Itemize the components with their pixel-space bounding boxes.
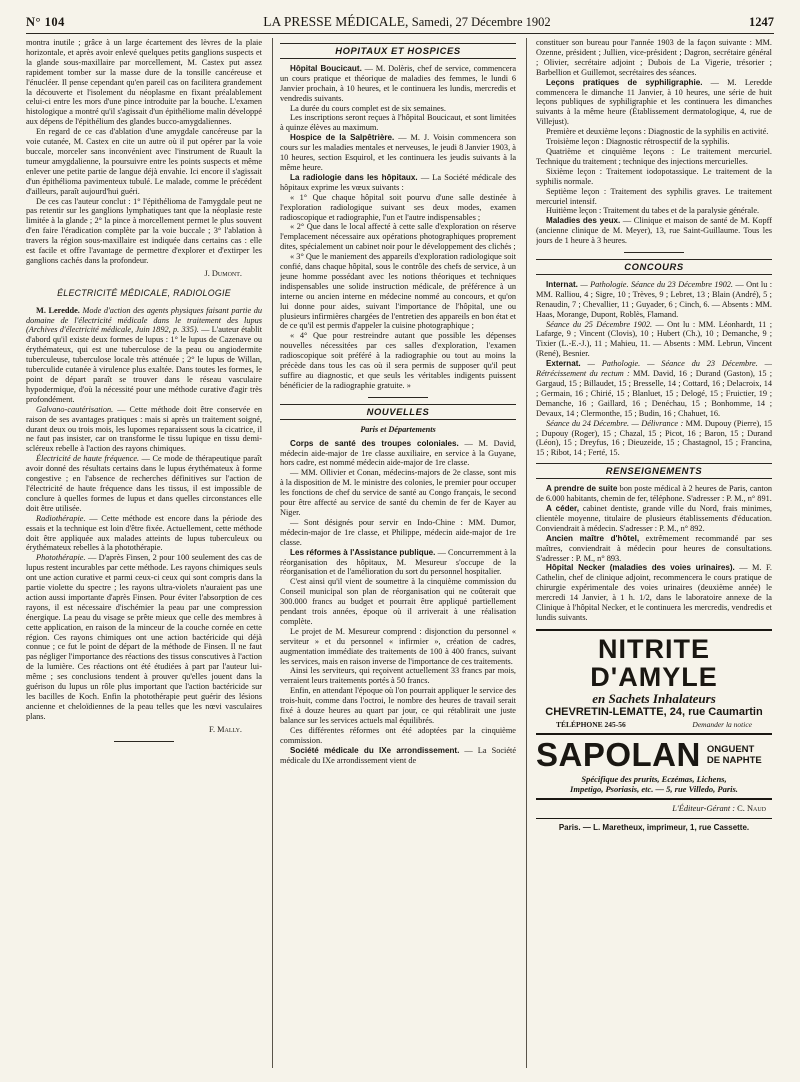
item-heading: Hôpital Necker (maladies des voies urinaires). xyxy=(546,563,735,573)
vote-item: « 1° Que chaque hôpital soit pourvu d'une salle destinée à l'exploration radiologique suivant ses deux modes, examen radioscopique et radiographie, l'un et l'autre indispensables ; xyxy=(280,192,516,222)
news-item: constituer son bureau pour l'année 1903 de la façon suivante : MM. Ozenne, président ; Jullien, vice-président ; Dagron, secrétaire général ; Olivier, secrétaire adjoint ; Dubois de La Vigerie, trésorier ; Barbellion et Guillemot, secrétaires des séances. xyxy=(536,38,772,77)
news-item: Ainsi les serviteurs, qui reçoivent actuellement 33 francs par mois, verraient leurs traitements portés à 50 francs. xyxy=(280,666,516,686)
sapolan-logo: SAPOLAN xyxy=(536,735,701,773)
news-item xyxy=(536,216,772,246)
concours-item xyxy=(536,280,772,320)
article-paragraph xyxy=(26,553,262,721)
item-text: — Concurremment à la réorganisation des hôpitaux, M. Mesureur s'occupe de la réorganisation et de l'amélioration du sort du personnel hospitalier. xyxy=(280,547,516,577)
item-text: — Ont lu : MM. Ralliou, 4 ; Sigre, 10 ; Trèves, 9 ; Lebret, 13 ; Blain (André), 5 ; Renaudin, 7 ; Chevallier, 11 ; Guyader, 6 ; Cinch, 6. — Absents : MM. Haas, Morange, Dupont, Roblès, Flamand. xyxy=(536,279,772,319)
item-heading: A prendre de suite xyxy=(546,484,618,494)
column-divider xyxy=(272,38,273,1068)
item-text: extrêmement recommandé par ses maîtres, conviendrait à médecin pour heures de consultations. S'adresser : P. M., n° 893. xyxy=(536,533,772,563)
article-paragraph xyxy=(26,405,262,455)
sapolan-line: Spécifique des prurits, Eczémas, Lichens, xyxy=(581,773,727,784)
lesson-item: Troisième leçon : Diagnostic rétrospectif de la syphilis. xyxy=(546,137,730,147)
item-subject: — Pathologie. xyxy=(587,359,641,369)
item-heading: Maladies des yeux. xyxy=(546,216,621,226)
concours-item xyxy=(536,320,772,360)
news-item: — Sont désignés pour servir en Indo-Chine : MM. Dumor, médecin-major de 1re classe, et Philippe, médecin aide-major de 1re classe. xyxy=(280,517,516,547)
news-item: La durée du cours complet est de six semaines. xyxy=(290,103,446,113)
article-paragraph: En regard de ce cas d'ablation d'une amygdale cancéreuse par la voie cutanée, M. Castex en cite un autre où il put opérer par la voie buccale, morceler sans inconvénient avec l'instrument de Ruault la tumeur amygdalienne, la poursuivre entre les points suspects et même enlever une petite partie de langue déjà envahie. Ici encore il s'agissait d'un épithélioma pavimenteux tubulé. Le malade, comme le précédent d'ailleurs, paraît aujourd'hui guéri. xyxy=(26,127,262,196)
item-heading: Externat. xyxy=(546,359,581,369)
item-heading: Hospice de la Salpêtrière. xyxy=(290,133,395,143)
section-title-nouvelles: NOUVELLES xyxy=(280,404,516,420)
sapolan-tagline xyxy=(707,744,762,766)
lesson-item: Première et deuxième leçons : Diagnostic de la syphilis en activité. xyxy=(546,127,769,137)
lesson-item: Quatrième et cinquième leçons : Le traitement mercuriel. Technique du traitement ; technique des injections mercurielles. xyxy=(536,146,772,166)
issue-number: N° 104 xyxy=(26,15,65,29)
vote-item: « 2° Que dans le local affecté à cette salle d'exploration on réserve l'emplacement nécessaire aux opérations photographiques proprement dites, spécialement un cabinet noir pour le développement des clichés ; xyxy=(280,222,516,252)
news-item xyxy=(280,746,516,766)
journal-title: LA PRESSE MÉDICALE, xyxy=(263,14,409,29)
item-heading: La radiologie dans les hôpitaux. xyxy=(290,172,418,182)
item-text: — Clinique et maison de santé de M. Kopff (ancienne clinique de M. Meyer), 13, rue Saint-Guillaume. Tous les jours de 1 heure à 3 heures. xyxy=(536,216,772,246)
article-text: — Cette méthode est encore dans la période des essais et la technique est loin d'être fixée. Actuellement, cette méthode doit être appliquée aux malades atteints de lupus tuberculeux ou érythémateux rebelles à la photothérapie. xyxy=(26,513,262,553)
sapolan-description xyxy=(536,774,772,800)
section-title-electricite: ÉLECTRICITÉ MÉDICALE, RADIOLOGIE xyxy=(57,287,231,298)
ad-contact xyxy=(536,719,772,735)
lesson-item: Huitième leçon : Traitement du tabes et de la paralysie générale. xyxy=(546,206,760,216)
classified-item xyxy=(536,563,772,622)
publisher-label: L'Éditeur-Gérant : xyxy=(672,803,736,813)
concours-item xyxy=(536,419,772,459)
session-date: Séance du 24 Décembre. — Délivrance : xyxy=(546,418,684,428)
newspaper-page xyxy=(26,8,774,1074)
item-text: MM. David, 16 ; Durand (Gaston), 15 ; Gargaud, 15 ; Billaudet, 15 ; Bresselle, 14 ; Cottard, 16 ; Delacroix, 14 ; Germain, 16 ; Chirié, 15 ; Blanluet, 15 ; Delogé, 15 ; Fruictier, 19 ; Demanche, 16 ; Gaillard, 16 ; Denéchau, 15 ; Bonhomme, 14 ; Devaux, 14 ; Clermonthe, 15 ; Budin, 16 ; Chahuet, 16. xyxy=(536,369,772,418)
classified-item xyxy=(536,534,772,564)
item-heading: A céder, xyxy=(546,503,579,513)
news-item xyxy=(280,64,516,104)
classified-item xyxy=(536,504,772,534)
ad-address: CHEVRETIN-LEMATTE, 24, rue Caumartin xyxy=(545,705,763,718)
news-item: C'est ainsi qu'il vient de soumettre à la cinquième commission du Conseil municipal son plan de réorganisation qui ne coûterait que 300.000 francs au budget et pourrait être appliqué partiellement pendant trois années, époque où il arriverait à une réalisation complète. xyxy=(280,577,516,626)
item-text: cabinet dentiste, grande ville du Nord, frais minimes, clientèle moyenne, titulaire de plusieurs établissements d'éducation. Conviendrait à médecin. S'adresser : P. M., n° 892. xyxy=(536,503,772,533)
item-heading: Leçons pratiques de syphiligraphie. xyxy=(546,77,703,87)
item-text: — La Société médicale du IXe arrondissement vient de xyxy=(280,745,516,765)
section-title-renseignements: RENSEIGNEMENTS xyxy=(536,463,772,479)
advertisement-nitrite xyxy=(536,629,772,735)
session-date: Séance du 23 Décembre 1902. xyxy=(630,279,734,289)
term: Galvano-cautérisation. xyxy=(36,404,114,414)
ad-subtitle: en Sachets Inhalateurs xyxy=(592,690,716,706)
vote-item: « 3° Que le maniement des appareils d'exploration radiologique soit confié, dans chaque hôpital, sous le contrôle des chefs de service, à un jeune homme possédant avec les notions théoriques et techniques indispensables une solide instruction médicale, de préférence à un interne ou ancien interne en médecine nommé au concours, et qu'on lui donne pour aides, suivant l'importance de l'hôpital, une ou plusieurs infirmières chargées de l'entretien des appareils en bon état et de ce qu'il est permis d'appeler la cuisine photographique ; xyxy=(280,252,516,331)
item-text: — M. F. Cathelin, chef de clinique adjoint, recommencera le cours pratique de chirurgie expérimentale des voies urinaires (deuxième année) le mercredi 14 Janvier, à 1 h. 1/2, dans le laboratoire annexe de la Clinique à l'hôpital Necker, et le continuera les mercredis, vendredis et lundis suivants. xyxy=(536,563,772,622)
item-subject: — Pathologie. xyxy=(580,279,629,289)
news-item: — MM. Ollivier et Conan, médecins-majors de 2e classe, sont mis à la disposition de M. le ministre des colonies, le premier pour occuper les fonctions de chef du service de santé au Congo français, le second pour être affecté au service de santé du chemin de fer de Kayer au Niger. xyxy=(280,468,516,517)
item-heading: Ancien maître d'hôtel, xyxy=(546,533,640,543)
article-source: (Archives d'électricité médicale, Juin 1892, p. 335). xyxy=(26,325,199,335)
lesson-item: Septième leçon : Traitement des syphilis graves. Le traitement mercuriel intensif. xyxy=(536,186,772,206)
section-title-concours: CONCOURS xyxy=(536,259,772,275)
item-text: — M. Dolèris, chef de service, commencera un cours pratique et théorique de maladies des femmes, le lundi 6 Janvier prochain, à 10 heures, et le continuera les lundis, mercredis et vendredis suivants. xyxy=(280,63,516,103)
item-text: — M. J. Voisin commencera son cours sur les maladies mentales et nerveuses, le jeudi 8 Janvier 1903, à 10 heures, section Esquirol, et les continuera les jeudis suivants à la même heure. xyxy=(280,133,516,172)
divider xyxy=(368,397,428,398)
item-heading: Internat. xyxy=(546,279,578,289)
article-text: — Ce mode de thérapeutique paraît avoir donné des résultats certains dans le lupus érythémateux à forme congestive ; en l'absence de recherches définitives sur l'action de l'électricité de haute fréquence dans les tissus, il est impossible de conclure à quelles formes de lupus et dans quelles circonstances elle doit être utilisée. xyxy=(26,454,262,513)
issue-date: Samedi, 27 Décembre 1902 xyxy=(411,15,551,29)
term: Électricité de haute fréquence. xyxy=(36,454,140,464)
article-text: — D'après Finsen, 2 pour 100 seulement des cas de lupus restent incurables par cette méthode. Les rayons chimiques seuls ont une action curative et parmi ceux-ci ceux qui sont compris dans la partie violette du spectre ; les rayons ultra-violets n'auraient pas une action aussi importante d'après Finsen. Pour éviter l'absorption de ces rayons, il est nécessaire d'ischémier la peau par une compression énergique. La peau du visage se prête mieux que celle des membres à cette application, en raison de la minceur de la couche cornée en cette région. Ces rayons chimiques ont une action bactéricide qui déjà connue ; ce fut le point de départ de la méthode de Finsen. Il ne faut pas négliger l'importance des réactions des tissus conscutives à l'action de la lumière. Ces réactions ont été étudiées à part par l'auteur lui-même ; ses conclusions tendent à prouver qu'elles jouent dans la guérison du lupus un rôle plus important que l'action bactéricide sur les bacilles de Koch. Enfin la photothérapie peut guérir des lésions ancienne et cheloïdiennes de la peau telles que les nœvi vasculaires plans. xyxy=(26,553,262,721)
publisher-line xyxy=(542,804,766,814)
sapolan-tag-line: ONGUENT xyxy=(706,743,755,755)
vote-item: « 4° Que pour restreindre autant que possible les dépenses nouvelles nécessitées par ces salles d'exploration, l'examen radioscopique soit préféré à la radiographie ou tout au moins la précède dans tous les cas où il sera permis de supposer qu'il peut suffire au diagnostic, et que seuls les véritables indigents puissent bénéficier de la radiographie gratuite. » xyxy=(280,331,516,390)
article-text: — L'auteur établit d'abord qu'il existe deux formes de lupus : 1° le lupus de Cazenave ou érythémateux, qui est une tuberculose de la peau ou angiodermite tuberculeuse, tuberculose locale très atténuée ; 2° le lupus de Willan, tuberculide cutanée à virulence plus exaltée. Dans toutes les formes, le point de départ paraît se trouver dans le réseau vasculaire hypodermique, d'où la nécessité pour une méthode curative d'agir très profondément. xyxy=(26,325,262,404)
item-text: — Ont lu : MM. Léonhardt, 11 ; Lafarge, 9 ; Vincent (Clovis), 10 ; Hubert (Ch.), 10 ; Demanche, 9 ; Tixier (L.-E.-J.), 11 ; Mahieu, 11. — Absents : MM. Lebrun, Vincent (René), Besnier. xyxy=(536,319,772,359)
article-text: — Cette méthode doit être conservée en raison de ses avantages pratiques : mais si après un traitement soigné, durant deux ou trois mois, les lupomes reparaissent sous la cicatrice, il ne faut pas insister, car on transforme le tissu lupique en tissu demi-scléreux rebelle à l'action des rayons chimiques. xyxy=(26,404,262,454)
article-title: Mode d'action des agents physiques faisant partie du domaine de l'électricité médicale dans le traitement des lupus xyxy=(26,305,262,325)
news-item xyxy=(280,173,516,193)
column-left xyxy=(26,38,262,1070)
classified-item xyxy=(536,484,772,504)
column-middle xyxy=(280,38,516,1070)
column-divider xyxy=(526,38,527,1068)
concours-item xyxy=(536,359,772,418)
news-item xyxy=(280,548,516,578)
article-paragraph: montra inutile ; grâce à un large écartement des lèvres de la plaie horizontale, et après avoir enlevé quelques petits ganglions suspects et la glande sous-maxillaire par morcellement, M. Castex put assez rapidement tomber sur la masse dure de la tonsille cancéreuse et l'énucléer. Il pense cependant qu'en pareil cas on facilitera grandement la découverte et l'isolement du néoplasme en fixant préalablement celui-ci entre les mors d'une pince introduite par la bouche. L'examen histologique a montré qu'il s'agissait d'un épithéliome malin développé aux dépens de l'épithélium des glandes bucco-amygdaliennes. xyxy=(26,38,262,127)
term: Radiothérapie. xyxy=(36,513,86,523)
article-paragraph: De ces cas l'auteur conclut : 1° l'épithélioma de l'amygdale peut ne pas retentir sur les ganglions lymphatiques tant que la néoplasie reste limitée à la glande ; 2° la pince à morcellement permet le plus souvent d'en faire l'éradication complète par la voie buccale ; 3° l'ablation à travers la région sous-maxillaire est indiquée dans certains cas : elle est facile et offre l'avantage de permettre d'explorer et d'extirper les ganglions cachés dans la profondeur. xyxy=(26,196,262,265)
page-number: 1247 xyxy=(749,15,774,29)
news-item: Le projet de M. Mesureur comprend : disjonction du personnel « serviteur » et du personnel « infirmier », création de cadres, augmentation immédiate des traitements de 100 à 400 francs, suivant les services, mais en raison inverse de l'importance de ces traitements. xyxy=(280,626,516,666)
item-text: — M. David, médecin aide-major de 1re classe auxiliaire, en service à la Guyane, hors cadre, est nommé médecin aide-major de 1re classe. xyxy=(280,438,516,468)
ad-title: NITRITE D'AMYLE xyxy=(590,633,718,692)
item-text: MM. Dupouy (Pierre), 15 ; Dupouy (Roger), 15 ; Chazal, 15 ; Picot, 16 ; Baron, 15 ; Durand (Léon), 15 ; Dreyfus, 16 ; Dieuzeide, 15 ; Chastagnol, 15 ; Francina, 15 ; Ribot, 14 ; Ferté, 15. xyxy=(536,418,772,458)
term: Photothérapie. xyxy=(36,553,86,563)
item-text: bon poste médical à 2 heures de Paris, canton de 6.000 habitants, chemin de fer, téléphone. S'adresser : P. M., n° 891. xyxy=(536,484,772,504)
item-heading: Les réformes à l'Assistance publique. xyxy=(290,547,436,557)
item-heading: Corps de santé des troupes coloniales. xyxy=(290,438,459,448)
news-item: Ces différentes réformes ont été adoptées par la cinquième commission. xyxy=(280,725,516,745)
sapolan-tag-line: DE NAPHTE xyxy=(706,754,762,766)
ad-notice: Demander la notice xyxy=(692,719,752,729)
session-date: — Séance du 23 Décembre. — Rétrécissement du rectum : xyxy=(536,359,772,379)
item-text: — M. Leredde commencera le dimanche 11 Janvier, à 10 heures, une série de huit leçons publiques de syphiligraphie et les continuera les dimanches suivants à la même heure (Établissement dermatologique, 4, rue de Villejust). xyxy=(536,77,772,127)
ad-telephone: TÉLÉPHONE 245-56 xyxy=(556,719,626,729)
lesson-item: Sixième leçon : Traitement iodopotassique. Le traitement de la syphilis normale. xyxy=(536,166,772,186)
divider xyxy=(114,741,174,742)
column-right xyxy=(536,38,772,1070)
article-paragraph xyxy=(26,454,262,513)
printer-imprint: Paris. — L. Maretheux, imprimeur, 1, rue Cassette. xyxy=(536,818,772,833)
article-paragraph xyxy=(26,306,262,405)
news-item xyxy=(280,133,516,173)
publisher-name: C. Naud xyxy=(737,803,766,813)
author-signature: J. Dumont. xyxy=(204,268,242,278)
item-text: — La Société médicale des hôpitaux exprime les vœux suivants : xyxy=(280,172,516,192)
session-date: Séance du 25 Décembre 1902. xyxy=(546,319,653,329)
news-item xyxy=(280,439,516,469)
sapolan-line: Impetigo, Psoriasis, etc. — 5, rue Villedo, Paris. xyxy=(570,784,738,795)
news-item xyxy=(536,78,772,128)
author-name: M. Leredde. xyxy=(36,305,80,315)
masthead xyxy=(263,14,550,30)
item-heading: Hôpital Boucicaut. xyxy=(290,63,362,73)
news-item: Les inscriptions seront reçues à l'hôpital Boucicaut, et sont limitées à quinze élèves au maximum. xyxy=(280,113,516,133)
article-paragraph xyxy=(26,514,262,554)
divider xyxy=(624,252,684,253)
subsection-title: Paris et Départements xyxy=(360,424,436,434)
news-item: Enfin, en attendant l'époque où l'on pourrait appliquer le service des trois-huit, comme dans l'octroi, le nombre des heures de travail serait fixé à douze heures au quart par jour, ce qui rétablirait une juste balance sur les services actuels mal équilibrés. xyxy=(280,686,516,725)
advertisement-sapolan xyxy=(536,735,772,774)
item-heading: Société médicale du IXe arrondissement. xyxy=(290,745,460,755)
page-header xyxy=(26,8,774,34)
section-title-hopitaux: HOPITAUX ET HOSPICES xyxy=(280,43,516,59)
author-signature: F. Mally. xyxy=(209,724,242,734)
